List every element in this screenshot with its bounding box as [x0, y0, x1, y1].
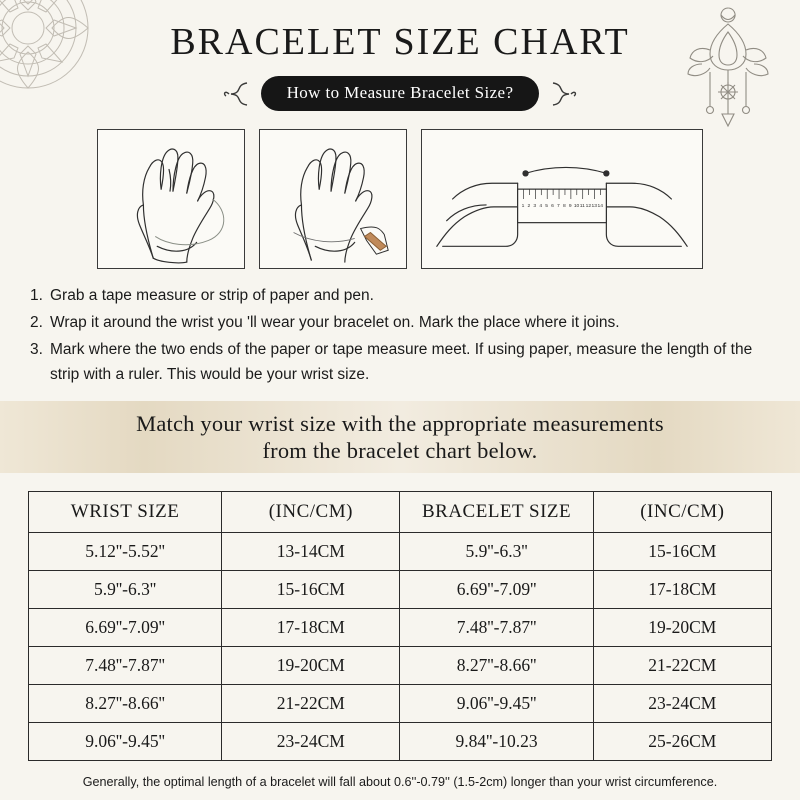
cell-wrist-inch: 8.27''-8.66'' — [29, 685, 222, 723]
cell-wrist-inch: 7.48''-7.87'' — [29, 647, 222, 685]
table-header-row — [29, 492, 772, 533]
cell-bracelet-cm: 25-26CM — [593, 723, 771, 761]
svg-text:4: 4 — [539, 203, 543, 209]
cell-bracelet-cm: 19-20CM — [593, 609, 771, 647]
svg-text:2: 2 — [527, 203, 531, 209]
subtitle-pill: How to Measure Bracelet Size? — [261, 76, 540, 111]
size-table-wrapper — [28, 491, 772, 761]
cell-wrist-cm: 13-14CM — [222, 533, 400, 571]
svg-text:12: 12 — [585, 203, 592, 209]
cell-bracelet-inch: 9.84''-10.23 — [400, 723, 593, 761]
step-text: Mark where the two ends of the paper or tape measure meet. If using paper, measure the length of the strip with a ruler. This would be your wrist size. — [50, 341, 753, 384]
illustration-measuring-with-ruler — [421, 129, 703, 269]
svg-text:5: 5 — [545, 203, 548, 209]
svg-text:13: 13 — [591, 203, 598, 209]
cell-wrist-inch: 9.06''-9.45'' — [29, 723, 222, 761]
cell-wrist-cm: 19-20CM — [222, 647, 400, 685]
illustration-hand-with-paper-strip — [259, 129, 407, 269]
cell-bracelet-cm: 21-22CM — [593, 647, 771, 685]
cell-wrist-inch: 5.9''-6.3'' — [29, 571, 222, 609]
cell-wrist-inch: 6.69''-7.09'' — [29, 609, 222, 647]
cell-wrist-inch: 5.12''-5.52'' — [29, 533, 222, 571]
svg-text:7: 7 — [557, 203, 560, 209]
cell-wrist-cm: 15-16CM — [222, 571, 400, 609]
column-header-bracelet-size: BRACELET SIZE — [400, 492, 593, 533]
svg-text:14: 14 — [597, 203, 603, 209]
column-header-bracelet-units: (INC/CM) — [593, 492, 771, 533]
list-item — [30, 310, 770, 335]
table-row — [29, 533, 772, 571]
cell-bracelet-inch: 9.06''-9.45'' — [400, 685, 593, 723]
step-number: 1. — [30, 287, 43, 304]
column-header-wrist-units: (INC/CM) — [222, 492, 400, 533]
cell-wrist-cm: 17-18CM — [222, 609, 400, 647]
table-row — [29, 685, 772, 723]
hand-tape-drawing — [98, 130, 244, 268]
illustration-hand-with-tape-measure — [97, 129, 245, 269]
match-size-banner — [0, 401, 800, 473]
cell-bracelet-cm: 15-16CM — [593, 533, 771, 571]
cell-bracelet-cm: 23-24CM — [593, 685, 771, 723]
svg-text:11: 11 — [579, 203, 585, 209]
svg-text:1: 1 — [521, 203, 525, 209]
illustrations-row — [0, 129, 800, 269]
hand-paper-drawing — [260, 130, 406, 268]
cell-bracelet-inch: 7.48''-7.87'' — [400, 609, 593, 647]
mandala-ornament-icon — [0, 0, 98, 98]
page-title: BRACELET SIZE CHART — [170, 21, 630, 63]
cell-wrist-cm: 21-22CM — [222, 685, 400, 723]
footnote-text: Generally, the optimal length of a bracelet will fall about 0.6''-0.79'' (1.5-2cm) longer than your wrist circumference. — [82, 775, 718, 790]
table-row — [29, 609, 772, 647]
cell-bracelet-inch: 6.69''-7.09'' — [400, 571, 593, 609]
flourish-left-icon — [221, 79, 251, 109]
step-number: 2. — [30, 314, 43, 332]
size-table — [28, 491, 772, 761]
svg-text:10: 10 — [573, 203, 580, 209]
table-row — [29, 723, 772, 761]
banner-line-1: Match your wrist size with the appropriate measurements — [136, 411, 664, 436]
svg-text:9: 9 — [568, 203, 572, 209]
cell-bracelet-cm: 17-18CM — [593, 571, 771, 609]
column-header-wrist-size: WRIST SIZE — [29, 492, 222, 533]
table-row — [29, 647, 772, 685]
flourish-right-icon — [549, 79, 579, 109]
step-text: Wrap it around the wrist you 'll wear your bracelet on. Mark the place where it joins. — [50, 314, 620, 332]
svg-text:3: 3 — [533, 203, 537, 209]
instructions-list — [30, 283, 770, 387]
step-text: Grab a tape measure or strip of paper and pen. — [50, 287, 374, 304]
lotus-ornament-icon — [680, 2, 776, 132]
step-number: 3. — [30, 341, 43, 359]
hands-ruler-drawing — [422, 130, 702, 268]
svg-text:6: 6 — [551, 203, 554, 209]
list-item — [30, 283, 770, 308]
table-row — [29, 571, 772, 609]
cell-wrist-cm: 23-24CM — [222, 723, 400, 761]
banner-line-2: from the bracelet chart below. — [262, 438, 538, 464]
cell-bracelet-inch: 8.27''-8.66'' — [400, 647, 593, 685]
list-item — [30, 337, 770, 387]
svg-text:8: 8 — [562, 203, 566, 209]
cell-bracelet-inch: 5.9''-6.3'' — [400, 533, 593, 571]
